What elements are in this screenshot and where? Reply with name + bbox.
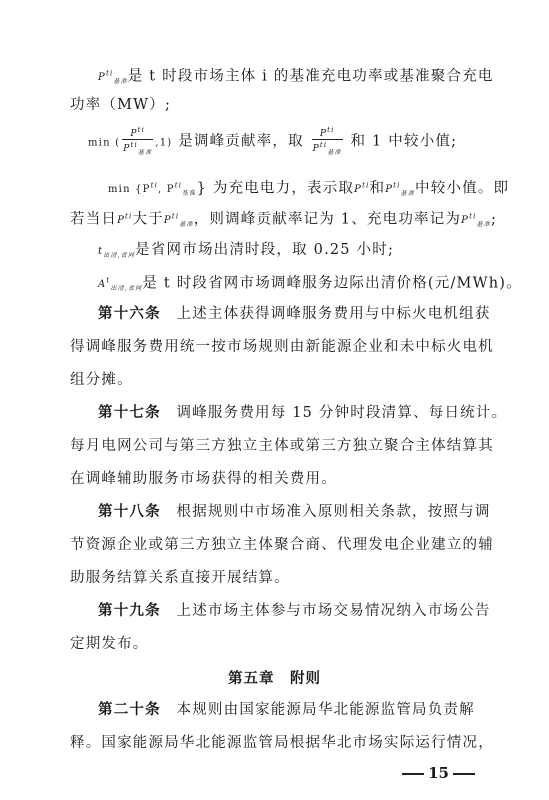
symbol-p-base: $P^{ti}_{基准}$ xyxy=(385,182,416,198)
symbol-p-base: $P^{ti}_{基准}$ xyxy=(461,213,491,229)
line-text: 功率（MW）; xyxy=(70,97,172,113)
symbol-letter: P xyxy=(98,72,106,84)
fraction-numerator: $P^{ti}$ xyxy=(122,125,153,140)
definition-line-4 xyxy=(108,176,510,204)
line-text: 本规则由国家能源局华北能源监管局负责解 xyxy=(176,702,475,718)
symbol-sub: 出清,省网 xyxy=(103,252,136,259)
symbol-sup: ti xyxy=(327,126,335,134)
fraction-denominator: $P^{ti}_{基准}$ xyxy=(312,141,342,156)
symbol-sub: 基准 xyxy=(137,148,153,156)
symbol-sub: 基准 xyxy=(113,78,128,86)
symbol-sup: ti xyxy=(393,182,401,190)
page-number xyxy=(398,764,479,782)
min-suffix: ,1) xyxy=(155,137,173,149)
line-text: 得调峰服务费用统一按市场规则由新能源企业和未中标火电机 xyxy=(70,339,494,355)
article-20-line-2 xyxy=(70,733,494,753)
definition-line-7 xyxy=(98,271,522,299)
symbol-sup: ti xyxy=(150,182,159,190)
line-end: 中较小值。即 xyxy=(415,180,510,197)
ratio-fraction-2 xyxy=(312,125,343,158)
line-text: 助服务结算关系直接开展结算。 xyxy=(70,570,290,586)
definition-line-2 xyxy=(70,95,480,115)
symbol-sub: 基准 xyxy=(476,221,491,229)
dash-right xyxy=(453,773,475,775)
symbol-sub: 基准 xyxy=(400,190,416,198)
line-text: 是 t 时段市场主体 i 的基准充电功率或基准聚合充电 xyxy=(127,68,494,85)
symbol-sup: ti xyxy=(362,182,370,190)
definition-line-3 xyxy=(88,125,470,158)
article-17-line-1 xyxy=(98,403,508,423)
symbol-sup: t xyxy=(106,277,111,285)
symbol-sup: ti xyxy=(174,182,183,190)
chapter-heading: 第五章 附则 xyxy=(228,670,321,687)
line-text-3: ，则调峰贡献率记为 1、充电功率记为 xyxy=(193,211,462,228)
line-text: 每月电网公司与第三方独立主体或第三方独立聚合主体结算其 xyxy=(70,438,494,454)
article-16-line-1 xyxy=(98,304,491,324)
line-text-2: 和 1 中较小值; xyxy=(350,133,458,150)
symbol-t-clear xyxy=(98,246,135,257)
line-text-1: 若当日 xyxy=(70,211,118,228)
line-text: 是 t 时段省网市场调峰服务边际出清价格(元/MWh)。 xyxy=(142,275,522,292)
line-text: 节资源企业或第三方独立主体聚合商、代理发电企业建立的辅 xyxy=(70,537,494,553)
line-text: 调峰服务费用每 15 分钟时段清算、每日统计。 xyxy=(176,405,508,421)
line-text: } 为充电电力，表示取 xyxy=(196,180,355,197)
article-18-line-2 xyxy=(70,535,494,555)
symbol-sup: ti xyxy=(105,70,114,78)
article-20-line-1 xyxy=(98,700,480,720)
fraction-numerator: $P^{ti}$ xyxy=(312,125,343,140)
line-text: 释。国家能源局华北能源监管局根据华北市场实际运行情况， xyxy=(70,735,494,751)
line-text: 是省网市场出清时段，取 0.25 小时; xyxy=(135,242,395,258)
line-text: 组分摊。 xyxy=(70,372,133,388)
article-19-line-2 xyxy=(70,634,480,654)
ratio-fraction xyxy=(122,125,153,158)
line-text: 定期发布。 xyxy=(70,636,149,652)
line-text: 根据规则中市场准入原则相关条款，按照与调 xyxy=(176,504,491,520)
symbol-sup: ti xyxy=(130,141,138,149)
article-17-line-3 xyxy=(70,469,480,489)
definition-line-1 xyxy=(98,64,494,92)
article-heading: 第十七条 xyxy=(98,404,161,421)
symbol-sub: 出清,省网 xyxy=(110,285,143,293)
line-text: 是调峰贡献率，取 xyxy=(178,133,304,150)
symbol-a-clear xyxy=(98,277,143,293)
article-19-line-1 xyxy=(98,601,491,621)
symbol-sup: ti xyxy=(171,213,180,221)
symbol-letter: t xyxy=(98,246,104,257)
min-mid: , P xyxy=(158,184,175,196)
symbol-sub: 基准 xyxy=(179,221,194,229)
page-number-value: 15 xyxy=(428,764,449,782)
article-heading: 第十六条 xyxy=(98,305,161,322)
symbol-sub: 基准 xyxy=(327,148,342,156)
article-heading: 第二十条 xyxy=(98,701,161,718)
symbol-sup: ti xyxy=(125,213,133,221)
symbol-p-ti: $P^{ti}$ xyxy=(354,182,370,196)
dash-left xyxy=(402,773,424,775)
line-and: 和 xyxy=(369,180,386,197)
line-text-2: 大于 xyxy=(132,211,164,228)
min-expr xyxy=(108,182,197,198)
line-text: 上述主体获得调峰服务费用与中标火电机组获 xyxy=(176,306,491,322)
symbol-sup: ti xyxy=(319,141,328,149)
line-end: ; xyxy=(490,211,498,228)
symbol-sub: 基准 xyxy=(182,190,197,198)
definition-line-6 xyxy=(98,240,480,266)
min-prefix: min ( xyxy=(88,137,121,149)
line-text: 上述市场主体参与市场交易情况纳入市场公告 xyxy=(176,603,491,619)
symbol-p-ti: $P^{ti}$ xyxy=(117,213,133,227)
article-16-line-2 xyxy=(70,337,494,357)
article-heading: 第十八条 xyxy=(98,503,161,520)
symbol-sup: ti xyxy=(469,213,477,221)
fraction-denominator: $P^{ti}_{基准}$ xyxy=(123,141,153,156)
symbol-p-base: $P^{ti}_{基准}$ xyxy=(163,213,194,229)
symbol-letter: A xyxy=(98,279,107,291)
article-18-line-3 xyxy=(70,568,480,588)
article-18-line-1 xyxy=(98,502,491,522)
article-16-line-3 xyxy=(70,370,480,390)
definition-line-5 xyxy=(70,207,498,235)
article-17-line-2 xyxy=(70,436,494,456)
symbol-p-base xyxy=(98,70,128,86)
symbol-sup: ti xyxy=(137,126,146,134)
min-text: min {P xyxy=(108,184,151,196)
article-heading: 第十九条 xyxy=(98,602,161,619)
line-text: 在调峰辅助服务市场获得的相关费用。 xyxy=(70,471,337,487)
